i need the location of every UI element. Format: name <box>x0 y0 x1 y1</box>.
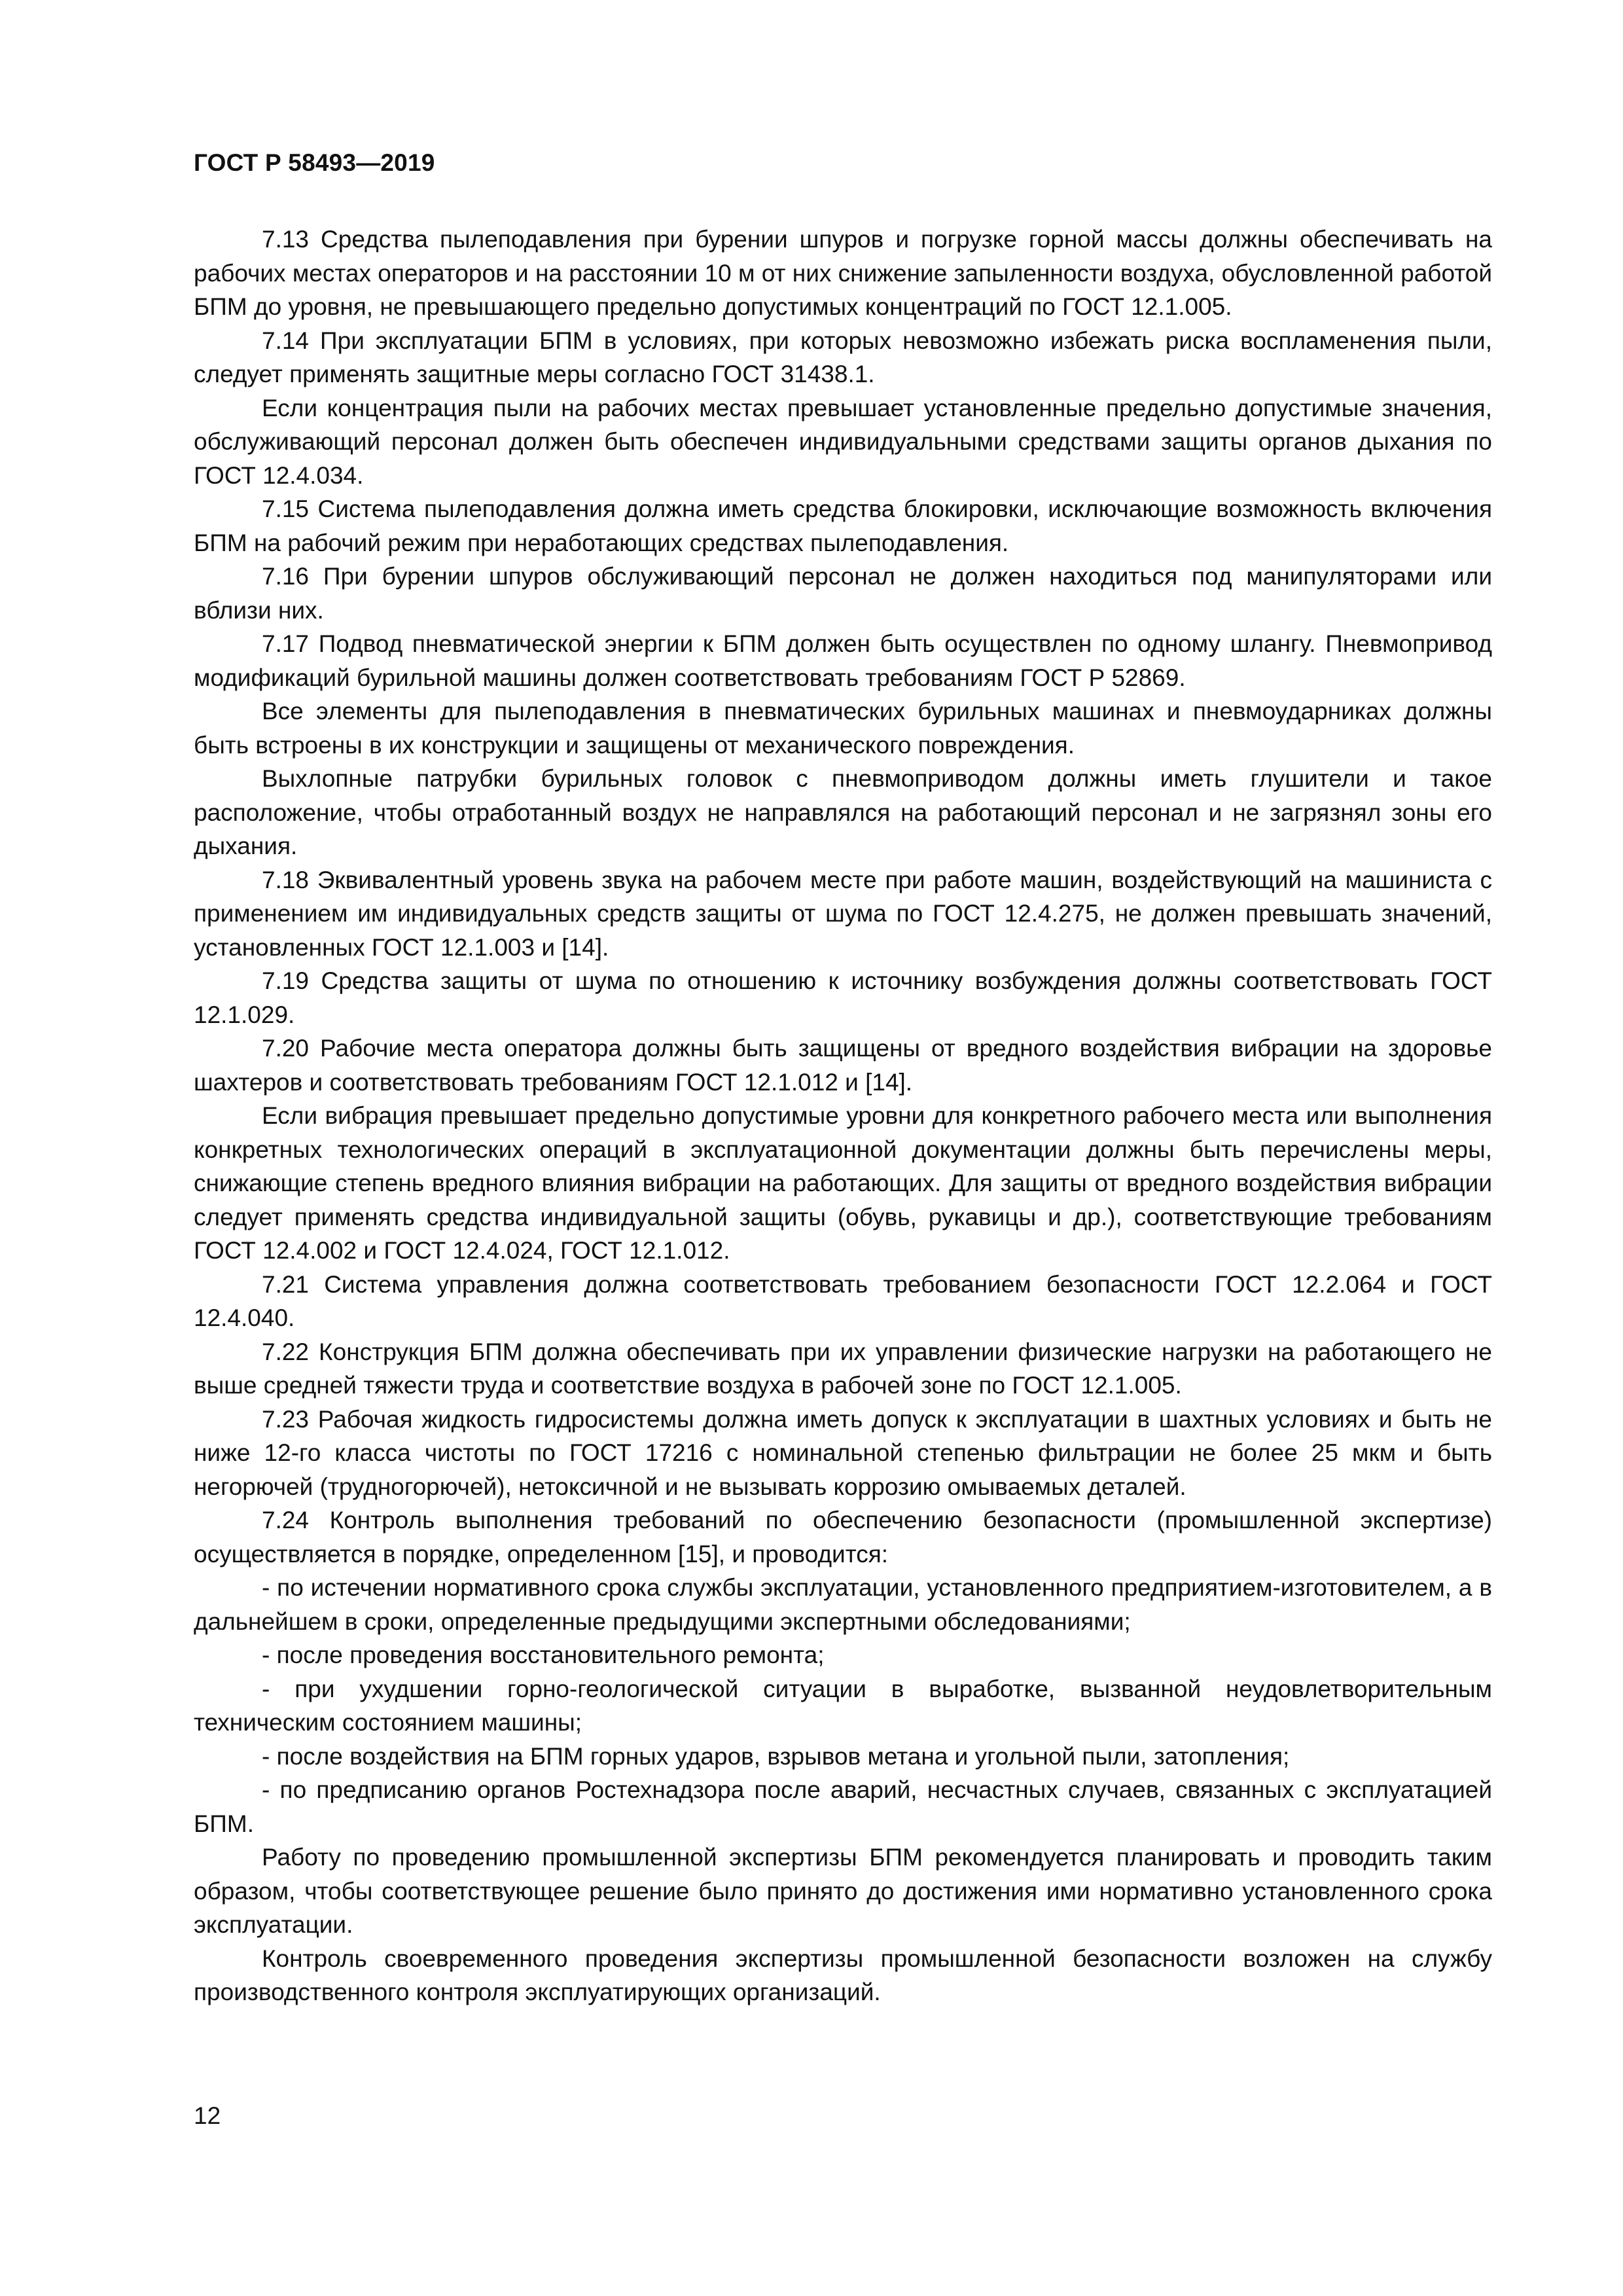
paragraph-7-18: 7.18 Эквивалентный уровень звука на рабочем месте при работе машин, воздействующий на машиниста с применением им индивидуальных средств защиты от шума по ГОСТ 12.4.275, не должен превышать значений, установленных ГОСТ 12.1.003 и [14]. <box>194 866 1492 961</box>
paragraph-7-14: 7.14 При эксплуатации БПМ в условиях, при которых невозможно избежать риска воспламенения пыли, следует применять защитные меры согласно ГОСТ 31438.1. <box>194 327 1492 387</box>
paragraph-7-24: 7.24 Контроль выполнения требований по обеспечению безопасности (промышленной экспертизе) осуществляется в порядке, определенном [15], и проводится: <box>194 1507 1492 1568</box>
paragraph-7-20: 7.20 Рабочие места оператора должны быть защищены от вредного воздействия вибрации на здоровье шахтеров и соответствовать требованиям ГОСТ 12.1.012 и [14]. <box>194 1035 1492 1096</box>
paragraph-7-23: 7.23 Рабочая жидкость гидросистемы должна иметь допуск к эксплуатации в шахтных условиях и быть не ниже 12-го класса чистоты по ГОСТ 17216 с номинальной степенью фильтрации не более 25 мкм и быть негорючей (трудногорючей), нетоксичной и не вызывать коррозию омываемых деталей. <box>194 1405 1492 1500</box>
list-item: - при ухудшении горно-геологической ситуации в выработке, вызванной неудовлетворительным техническим состоянием машины; <box>194 1675 1492 1736</box>
paragraph-7-13: 7.13 Средства пылеподавления при бурении шпуров и погрузке горной массы должны обеспечивать на рабочих местах операторов и на расстоянии 10 м от них снижение запыленности воздуха, обусловленной работой БПМ до уровня, не превышающего предельно допустимых концентраций по ГОСТ 12.1.005. <box>194 226 1492 320</box>
page-number: 12 <box>194 2102 221 2129</box>
paragraph-7-22: 7.22 Конструкция БПМ должна обеспечивать при их управлении физические нагрузки на работающего не выше средней тяжести труда и соответствие воздуха в рабочей зоне по ГОСТ 12.1.005. <box>194 1338 1492 1399</box>
paragraph-7-19: 7.19 Средства защиты от шума по отношению к источнику возбуждения должны соответствовать ГОСТ 12.1.029. <box>194 967 1492 1028</box>
paragraph-7-16: 7.16 При бурении шпуров обслуживающий персонал не должен находиться под манипуляторами или вблизи них. <box>194 563 1492 624</box>
paragraph-7-15: 7.15 Система пылеподавления должна иметь средства блокировки, исключающие возможность включения БПМ на рабочий режим при неработающих средствах пылеподавления. <box>194 495 1492 556</box>
list-item: - по истечении нормативного срока службы эксплуатации, установленного предприятием-изготовителем, а в дальнейшем в сроки, определенные предыдущими экспертными обследованиями; <box>194 1574 1492 1635</box>
paragraph: Контроль своевременного проведения экспертизы промышленной безопасности возложен на службу производственного контроля эксплуатирующих организаций. <box>194 1945 1492 2005</box>
list-item: - после воздействия на БПМ горных ударов, взрывов метана и угольной пыли, затопления; <box>262 1742 1290 1770</box>
paragraph: Все элементы для пылеподавления в пневматических бурильных машинах и пневмоударниках должны быть встроены в их конструкции и защищены от механического повреждения. <box>194 698 1492 759</box>
standard-header: ГОСТ Р 58493—2019 <box>194 149 435 176</box>
paragraph: Выхлопные патрубки бурильных головок с пневмоприводом должны иметь глушители и такое расположение, чтобы отработанный воздух не направлялся на работающий персонал и не загрязнял зоны его дыхания. <box>194 765 1492 859</box>
paragraph: Работу по проведению промышленной экспертизы БПМ рекомендуется планировать и проводить таким образом, чтобы соответствующее решение было принято до достижения ими нормативно установленного срока эксплуатации. <box>194 1844 1492 1938</box>
paragraph-7-17: 7.17 Подвод пневматической энергии к БПМ должен быть осуществлен по одному шлангу. Пневмопривод модификаций бурильной машины должен соответствовать требованиям ГОСТ Р 52869. <box>194 630 1492 691</box>
paragraph: Если концентрация пыли на рабочих местах превышает установленные предельно допустимые значения, обслуживающий персонал должен быть обеспечен индивидуальными средствами защиты органов дыхания по ГОСТ 12.4.034. <box>194 394 1492 489</box>
document-body <box>194 223 1492 2009</box>
list-item: - после проведения восстановительного ремонта; <box>262 1641 825 1668</box>
paragraph: Если вибрация превышает предельно допустимые уровни для конкретного рабочего места или выполнения конкретных технологических операций в эксплуатационной документации должны быть перечислены меры, снижающие степень вредного влияния вибрации на работающих. Для защиты от вредного воздействия вибрации следует применять средства индивидуальной защиты (обувь, рукавицы и др.), соответствующие требованиям ГОСТ 12.4.002 и ГОСТ 12.4.024, ГОСТ 12.1.012. <box>194 1102 1492 1264</box>
list-item: - по предписанию органов Ростехнадзора после аварий, несчастных случаев, связанных с эксплуатацией БПМ. <box>194 1776 1492 1837</box>
paragraph-7-21: 7.21 Система управления должна соответствовать требованием безопасности ГОСТ 12.2.064 и ГОСТ 12.4.040. <box>194 1270 1492 1331</box>
